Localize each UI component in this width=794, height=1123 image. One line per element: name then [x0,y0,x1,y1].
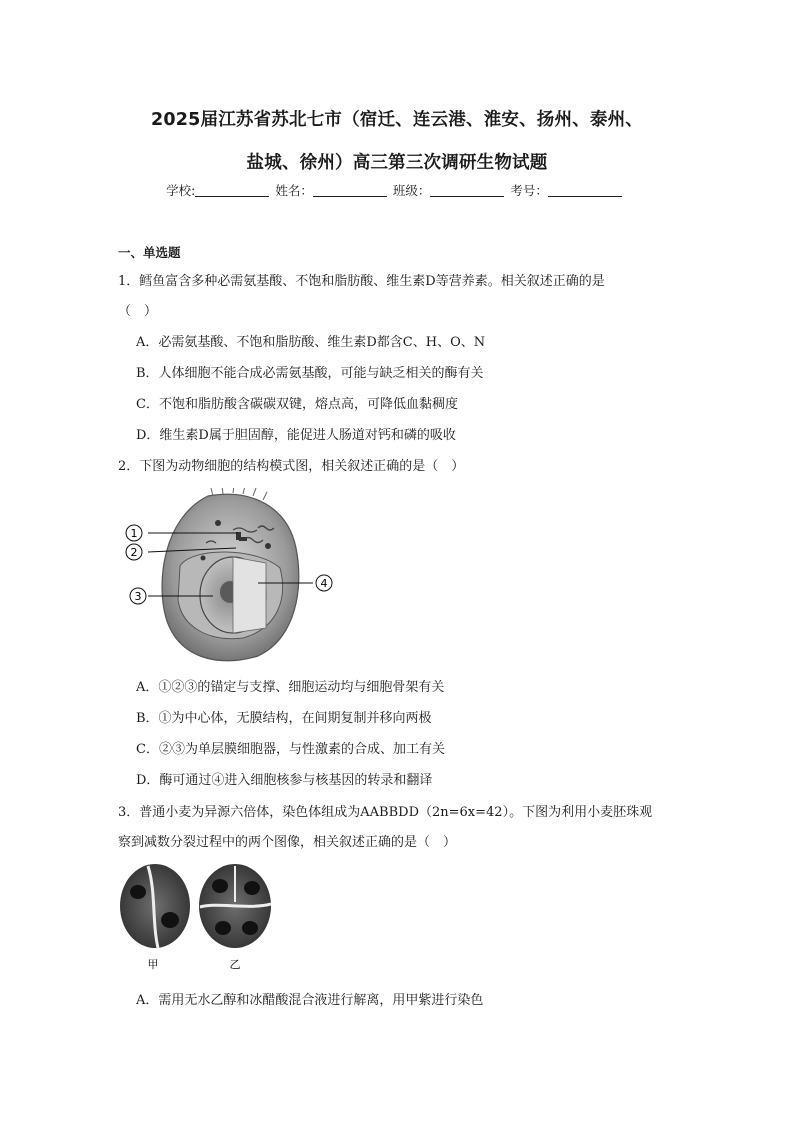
caption-yi: 乙 [229,958,241,971]
q1-stem-line1: 1．鳕鱼富含多种必需氨基酸、不饱和脂肪酸、维生素D等营养素。相关叙述正确的是 [118,274,605,289]
q2-option-a[interactable]: A．①②③的锚定与支撑、细胞运动均与细胞骨架有关 [136,680,445,695]
q3-stem-line2: 察到减数分裂过程中的两个图像，相关叙述正确的是（ ） [118,835,457,850]
svg-text:1: 1 [130,527,138,540]
class-blank[interactable] [430,184,504,197]
exam-title-line1: 2025届江苏省苏北七市（宿迁、连云港、淮安、扬州、泰州、 [150,110,643,130]
meiosis-micrographs [118,862,276,974]
school-blank[interactable] [195,184,269,197]
q2-option-d[interactable]: D．酶可通过④进入细胞核参与核基因的转录和翻译 [136,773,433,788]
section-heading: 一、单选题 [118,245,181,260]
name-blank[interactable] [313,184,387,197]
exam-title-line2: 盐城、徐州）高三第三次调研生物试题 [246,153,548,173]
cell-image-yi [199,864,271,948]
diagram-label-2 [126,544,142,560]
q1-option-a[interactable]: A．必需氨基酸、不饱和脂肪酸、维生素D都含C、H、O、N [136,335,486,350]
q1-option-d[interactable]: D．维生素D属于胆固醇，能促进人肠道对钙和磷的吸收 [136,428,456,443]
q1-option-b[interactable]: B．人体细胞不能合成必需氨基酸，可能与缺乏相关的酶有关 [136,366,484,381]
diagram-label-3 [130,588,146,604]
number-label: 考号： [510,183,548,198]
q3-stem-line1: 3．普通小麦为异源六倍体，染色体组成为AABBDD（2n=6x=42）。下图为利用小麦胚珠观 [118,805,653,820]
number-blank[interactable] [548,184,622,197]
animal-cell-diagram [118,488,348,666]
student-info-row [0,181,794,199]
name-label: 姓名： [275,183,313,198]
q1-stem-line2: （ ） [118,304,158,319]
class-label: 班级： [392,183,431,198]
q2-option-c[interactable]: C．②③为单层膜细胞器，与性激素的合成、加工有关 [136,742,445,757]
school-label: 学校: [166,183,196,198]
caption-jia: 甲 [147,958,159,971]
q2-option-b[interactable]: B．①为中心体，无膜结构，在间期复制并移向两极 [136,711,432,726]
diagram-label-1 [126,525,142,541]
svg-text:3: 3 [134,590,142,603]
q3-option-a[interactable]: A．需用无水乙醇和冰醋酸混合液进行解离，用甲紫进行染色 [136,993,484,1008]
diagram-label-4 [316,575,332,591]
svg-text:2: 2 [130,546,138,559]
cell-image-jia [120,864,190,948]
svg-text:4: 4 [320,577,328,590]
q2-stem: 2．下图为动物细胞的结构模式图，相关叙述正确的是（ ） [118,459,465,474]
q1-option-c[interactable]: C．不饱和脂肪酸含碳碳双键，熔点高，可降低血黏稠度 [136,397,458,412]
